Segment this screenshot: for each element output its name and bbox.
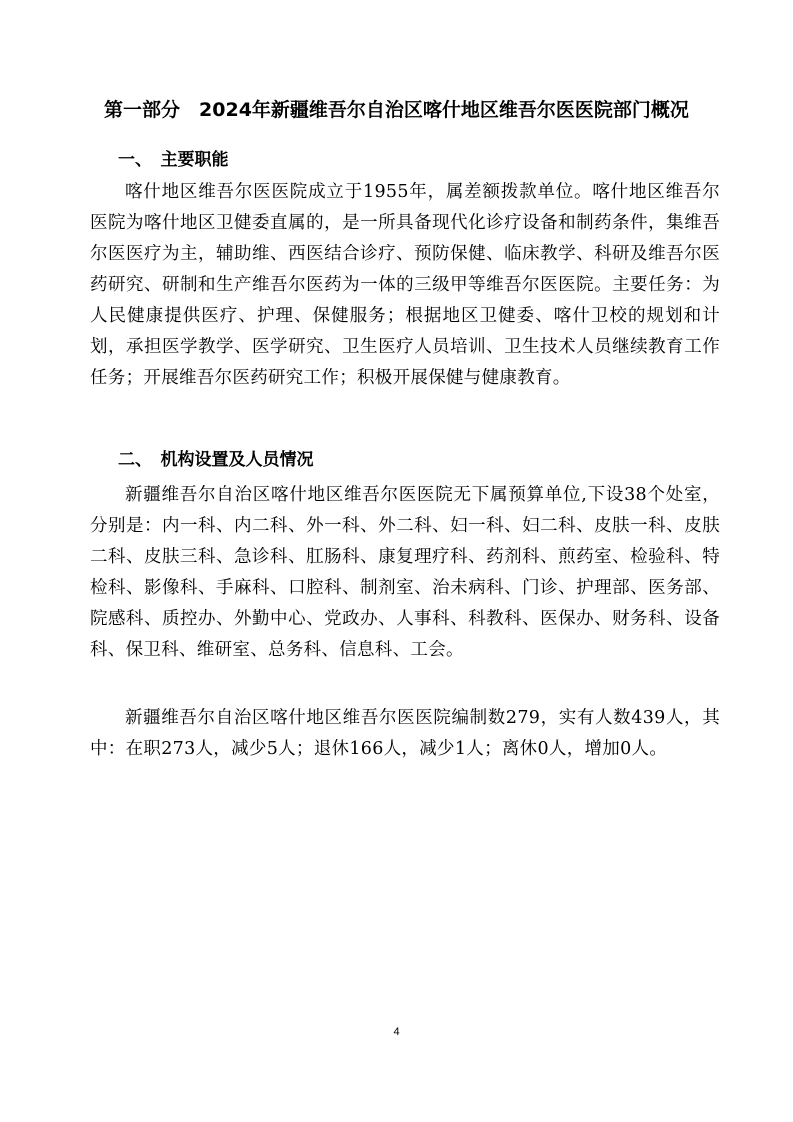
paragraph-main-functions: 喀什地区维吾尔医医院成立于1955年，属差额拨款单位。喀什地区维吾尔医院为喀什地区卫健委直属的，是一所具备现代化诊疗设备和制药条件，集维吾尔医医疗为主，辅助维、西医结合诊疗、预防保健、临床教学、科研及维吾尔医药研究、研制和生产维吾尔医药为一体的三级甲等维吾尔医医院。主要任务：为人民健康提供医疗、护理、保健服务；根据地区卫健委、喀什卫校的规划和计划，承担医学教学、医学研究、卫生医疗人员培训、卫生技术人员继续教育工作任务；开展维吾尔医药研究工作；积极开展保健与健康教育。 — [90, 182, 720, 388]
section-heading-organization: 二、 机构设置及人员情况 — [118, 450, 314, 470]
section-heading-main-functions: 一、 主要职能 — [118, 150, 229, 170]
paragraph-staffing: 新疆维吾尔自治区喀什地区维吾尔医医院编制数279，实有人数439人，其中：在职273人，减少5人；退休166人，减少1人；离休0人，增加0人。 — [90, 708, 720, 759]
page-number: 4 — [393, 1026, 400, 1038]
page-title: 第一部分 2024年新疆维吾尔自治区喀什地区维吾尔医医院部门概况 — [104, 99, 689, 121]
paragraph-departments: 新疆维吾尔自治区喀什地区维吾尔医医院无下属预算单位,下设38个处室，分别是：内一科、内二科、外一科、外二科、妇一科、妇二科、皮肤一科、皮肤二科、皮肤三科、急诊科、肛肠科、康复理疗科、药剂科、煎药室、检验科、特检科、影像科、手麻科、口腔科、制剂室、治未病科、门诊、护理部、医务部、院感科、质控办、外勤中心、党政办、人事科、科教科、医保办、财务科、设备科、保卫科、维研室、总务科、信息科、工会。 — [90, 485, 720, 660]
